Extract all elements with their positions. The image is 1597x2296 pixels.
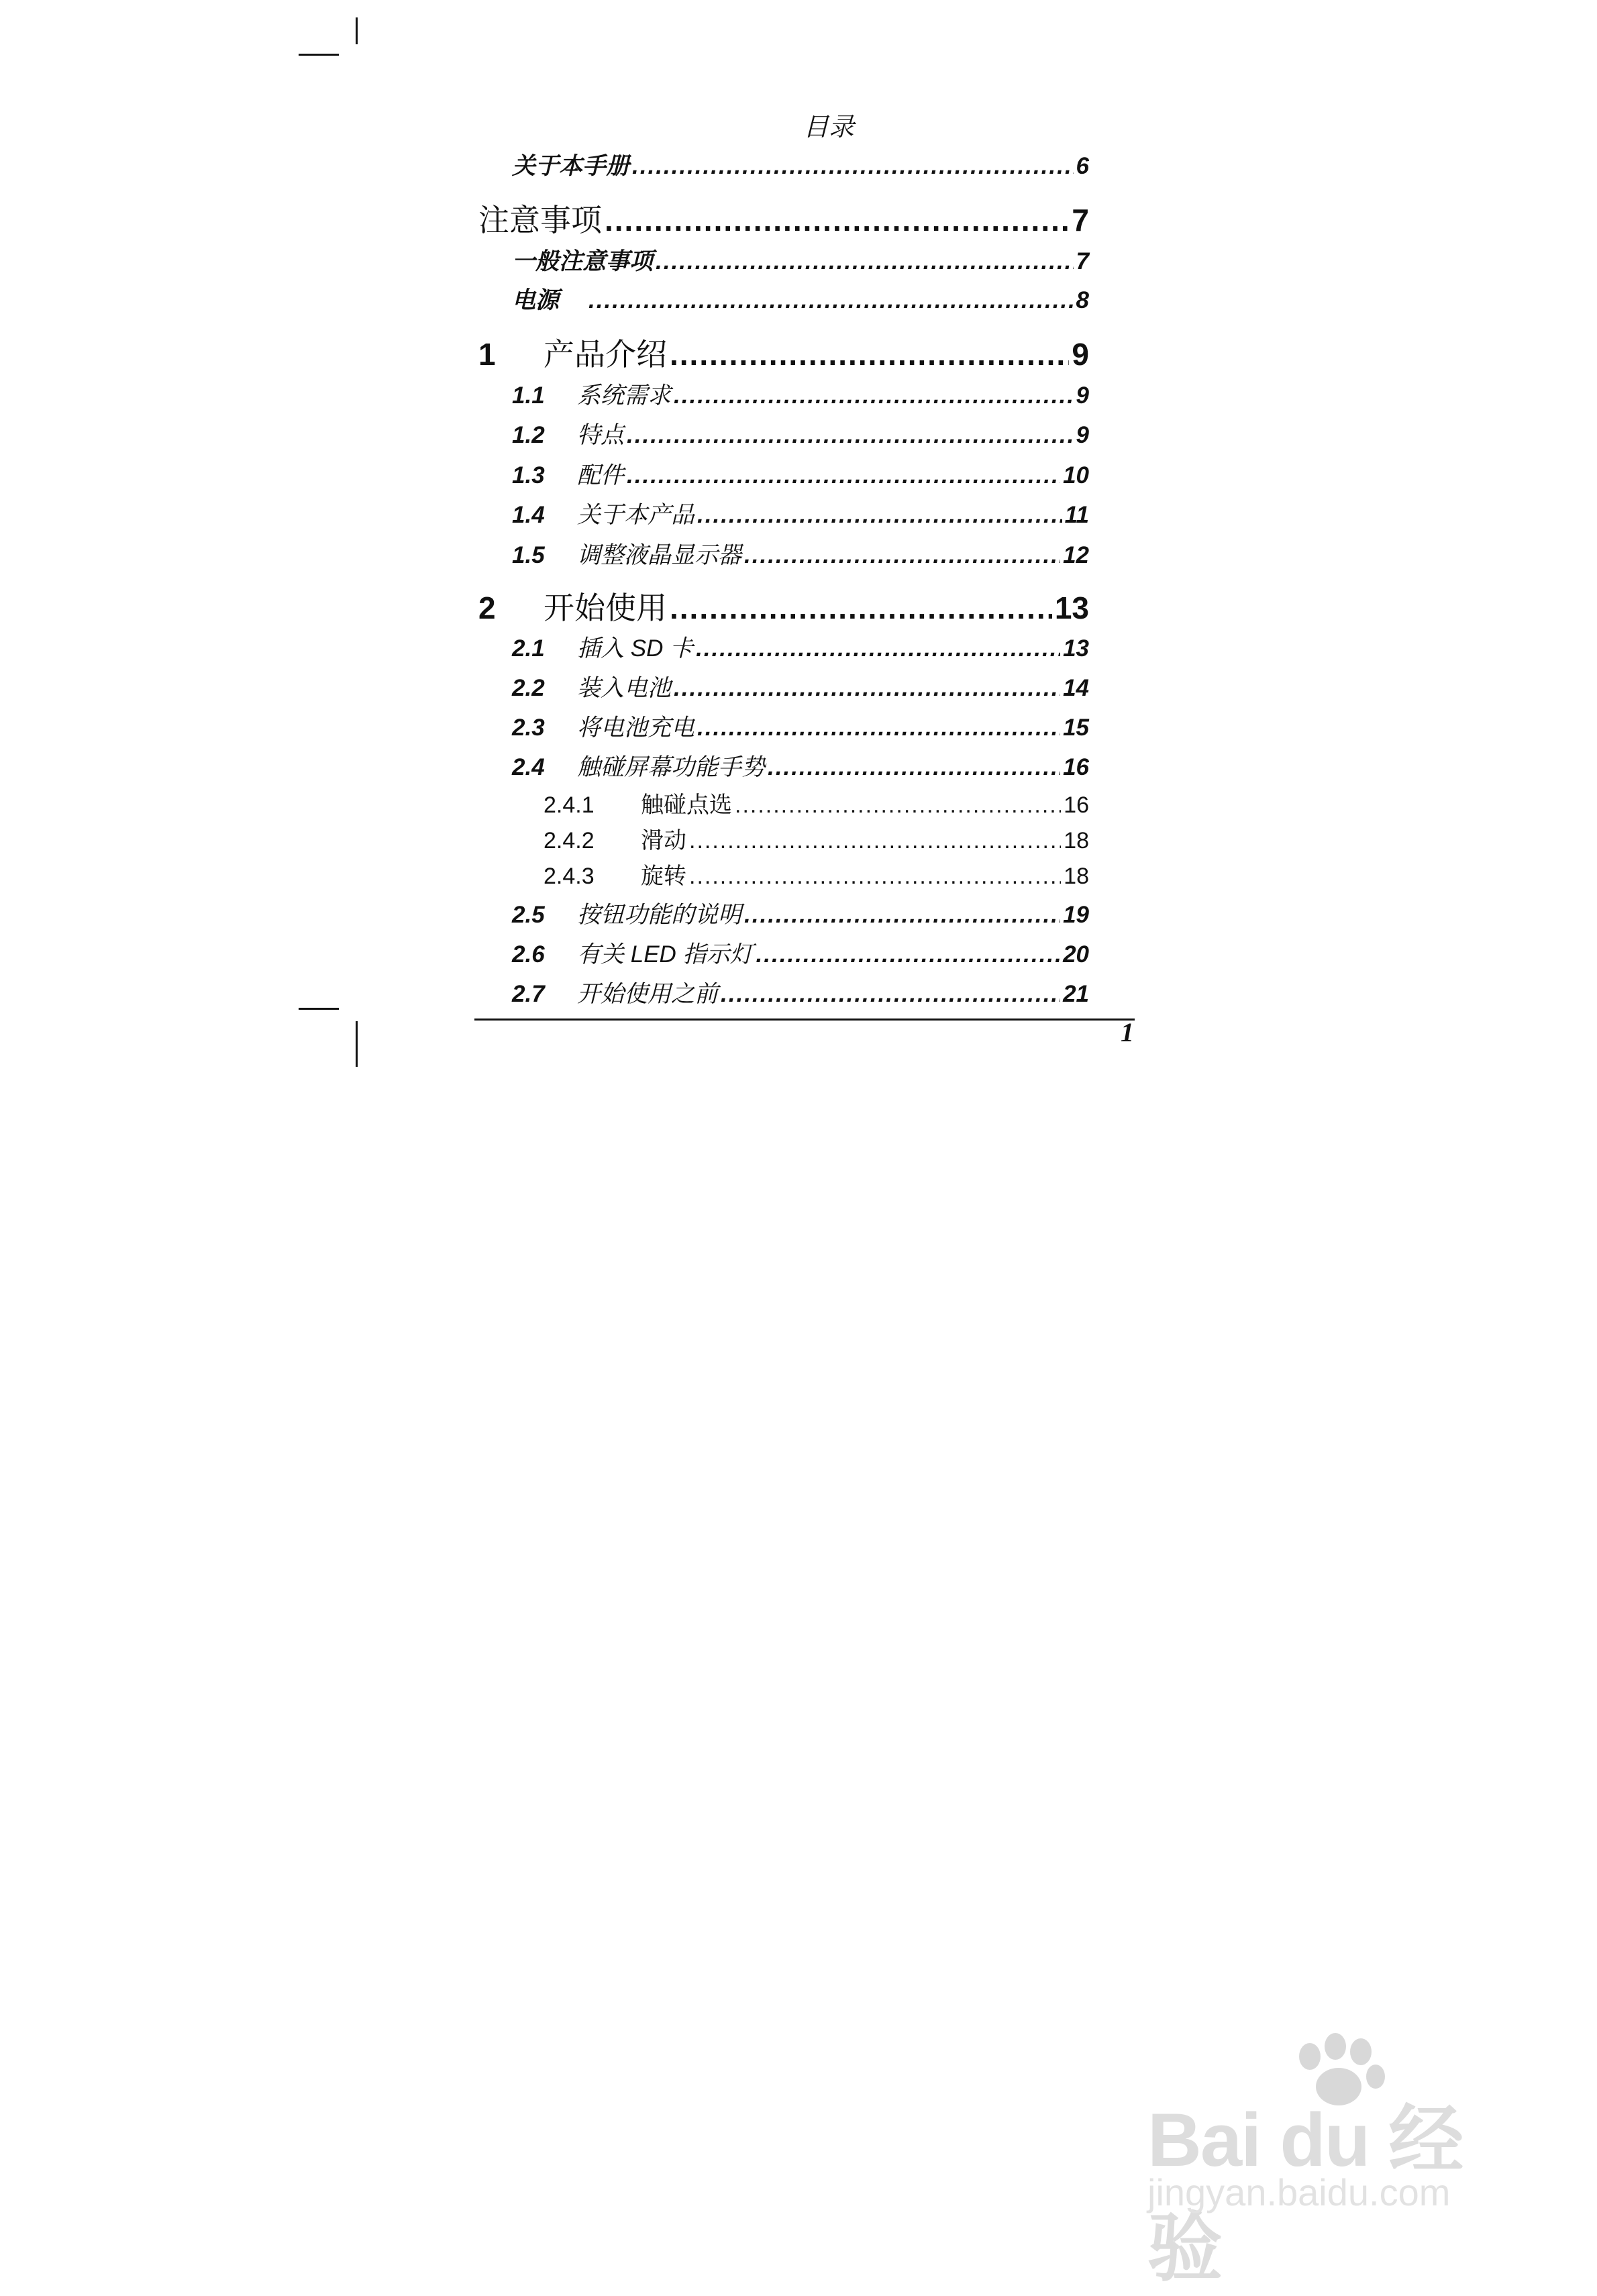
toc-entry-title: 旋转 <box>641 864 686 889</box>
toc-entry-number: 1.1 <box>512 382 545 409</box>
toc-entry-number: 1.3 <box>512 462 545 488</box>
dot-leader <box>689 828 1061 854</box>
toc-entry[interactable] <box>512 936 1089 970</box>
dot-leader <box>588 287 1074 314</box>
toc-entry[interactable] <box>544 822 1089 855</box>
dot-leader <box>721 981 1060 1008</box>
toc-entry[interactable] <box>512 148 1089 181</box>
toc-entry-page: 13 <box>1054 590 1089 625</box>
toc-entry-page: 18 <box>1064 828 1089 853</box>
dot-leader <box>697 502 1062 529</box>
toc-entry-title: 开始使用 <box>544 590 667 625</box>
toc-entry-page: 13 <box>1063 635 1089 662</box>
toc-entry-page: 8 <box>1076 287 1089 313</box>
toc-heading: 目录 <box>803 113 854 142</box>
toc-entry[interactable] <box>512 377 1089 411</box>
toc-entry[interactable] <box>512 896 1089 930</box>
dot-leader <box>674 382 1074 409</box>
toc-entry-title: 装入电池 <box>577 675 672 701</box>
dot-leader <box>735 792 1061 819</box>
toc-entry[interactable] <box>478 584 1089 628</box>
toc-entry-number: 1 <box>478 337 496 372</box>
toc-entry-page: 11 <box>1064 502 1089 528</box>
toc-entry-title: 开始使用之前 <box>577 981 719 1007</box>
toc-entry[interactable] <box>512 457 1089 490</box>
toc-entry-page: 6 <box>1076 153 1089 179</box>
toc-entry-number: 1.4 <box>512 502 545 528</box>
toc-entry-title: 按钮功能的说明 <box>577 902 742 928</box>
toc-entry-title: 滑动 <box>641 828 686 853</box>
toc-entry-number: 2.5 <box>512 902 545 928</box>
toc-entry-page: 9 <box>1076 382 1089 409</box>
dot-leader <box>744 542 1060 569</box>
toc-entry[interactable] <box>478 196 1089 240</box>
dot-leader <box>689 864 1061 890</box>
toc-entry-page: 19 <box>1063 902 1089 928</box>
toc-entry-page: 7 <box>1072 203 1089 238</box>
toc-entry-title: 配件 <box>577 462 625 488</box>
toc-entry[interactable] <box>512 709 1089 743</box>
dot-leader <box>744 902 1060 929</box>
dot-leader <box>670 590 1052 626</box>
toc-entry-title: 系统需求 <box>577 382 672 409</box>
dot-leader <box>697 715 1060 741</box>
toc-entry-title: 关于本手册 <box>512 153 630 179</box>
toc-entry[interactable] <box>512 243 1089 276</box>
page-number: 1 <box>1121 1017 1134 1047</box>
toc-entry-number: 2.4.1 <box>544 792 595 818</box>
toc-entry-title: 电源 <box>512 287 560 313</box>
toc-entry-number: 1.2 <box>512 422 545 448</box>
toc-entry-title: 特点 <box>577 422 625 448</box>
toc-entry-number: 2.1 <box>512 635 545 662</box>
watermark-url: jingyan.baidu.com <box>1147 2171 1451 2213</box>
toc-entry-title: 插入 SD 卡 <box>577 635 694 662</box>
table-of-contents <box>0 0 1597 1074</box>
toc-entry[interactable] <box>512 497 1089 530</box>
dot-leader <box>756 941 1061 968</box>
toc-entry-page: 18 <box>1064 864 1089 889</box>
toc-entry-page: 9 <box>1072 337 1089 372</box>
toc-entry-page: 7 <box>1076 248 1089 274</box>
toc-entry-page: 12 <box>1063 542 1089 568</box>
baidu-jingyan-watermark <box>1134 2020 1510 2290</box>
toc-entry-title: 有关 LED 指示灯 <box>577 941 754 968</box>
toc-entry-number: 1.5 <box>512 542 545 568</box>
toc-entry-title: 注意事项 <box>478 203 602 238</box>
toc-entry[interactable] <box>512 976 1089 1009</box>
dot-leader <box>627 462 1060 489</box>
toc-entry-title: 一般注意事项 <box>512 248 654 274</box>
toc-entry-page: 9 <box>1076 422 1089 448</box>
dot-leader <box>632 153 1074 180</box>
watermark-brand: Bai du 经验 <box>1147 2098 1463 2290</box>
toc-entry-title: 调整液晶显示器 <box>577 542 742 568</box>
toc-entry-title: 产品介绍 <box>544 337 667 372</box>
toc-entry-title: 关于本产品 <box>577 502 695 528</box>
dot-leader <box>670 336 1069 372</box>
toc-entry-page: 16 <box>1064 792 1089 818</box>
toc-entry-page: 16 <box>1063 754 1089 780</box>
toc-entry-number: 2.4 <box>512 754 545 780</box>
toc-entry-title: 触碰屏幕功能手势 <box>577 754 766 780</box>
toc-entry-title: 将电池充电 <box>577 715 695 741</box>
toc-entry[interactable] <box>512 630 1089 664</box>
toc-entry-number: 2 <box>478 590 496 625</box>
toc-entry-page: 14 <box>1063 675 1089 701</box>
dot-leader <box>605 202 1069 238</box>
toc-entry[interactable] <box>512 417 1089 450</box>
toc-entry-page: 15 <box>1063 715 1089 741</box>
toc-entry[interactable] <box>544 857 1089 890</box>
toc-entry-number: 2.2 <box>512 675 545 701</box>
toc-entry-number: 2.6 <box>512 941 545 968</box>
toc-entry[interactable] <box>512 749 1089 782</box>
toc-entry[interactable] <box>544 786 1089 819</box>
toc-entry[interactable] <box>512 282 1089 315</box>
dot-leader <box>674 675 1060 702</box>
toc-entry[interactable] <box>478 330 1089 374</box>
toc-entry[interactable] <box>512 670 1089 703</box>
footer-rule <box>474 1019 1135 1021</box>
toc-entry-page: 10 <box>1063 462 1089 488</box>
toc-entry-number: 2.3 <box>512 715 545 741</box>
dot-leader <box>656 248 1074 275</box>
dot-leader <box>696 635 1060 662</box>
toc-entry-page: 20 <box>1063 941 1089 968</box>
toc-entry-number: 2.7 <box>512 981 545 1007</box>
dot-leader <box>627 422 1074 449</box>
toc-entry-title: 触碰点选 <box>641 792 732 818</box>
toc-entry[interactable] <box>512 537 1089 570</box>
toc-entry-page: 21 <box>1063 981 1089 1007</box>
toc-entry-number: 2.4.2 <box>544 828 595 853</box>
dot-leader <box>768 754 1060 781</box>
toc-entry-number: 2.4.3 <box>544 864 595 889</box>
